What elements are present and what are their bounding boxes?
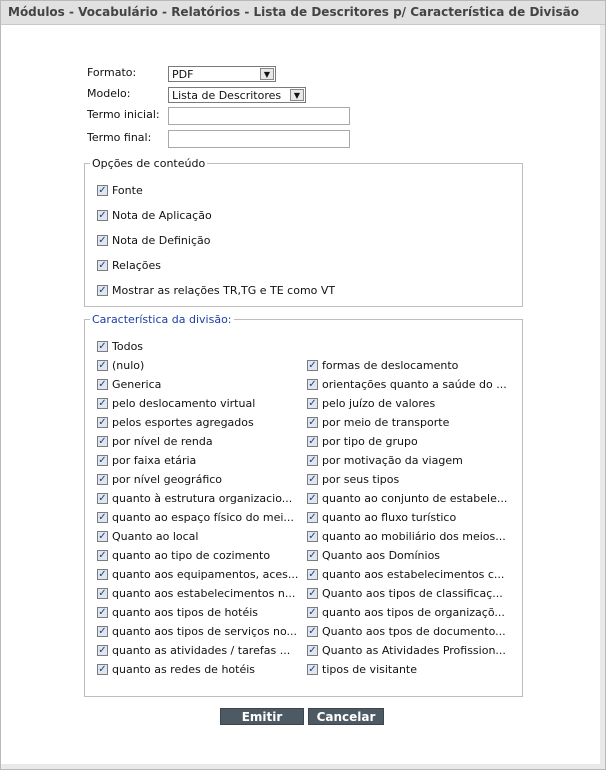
checkbox-label: (nulo) [112,359,145,372]
checkbox-label: formas de deslocamento [322,359,459,372]
caracteristica-legend: Característica da divisão: [92,313,232,326]
scroll-edge [600,25,605,769]
checkmark-icon[interactable]: ✓ [98,210,107,221]
bottom-edge [1,764,605,769]
checkmark-icon[interactable]: ✓ [98,341,107,352]
modelo-select[interactable] [168,87,306,103]
checkmark-icon[interactable]: ✓ [98,235,107,246]
caracteristica-checkbox[interactable] [307,606,515,619]
checkbox-label: por nível de renda [112,435,213,448]
checkmark-icon[interactable]: ✓ [98,588,107,599]
caracteristica-checkbox[interactable] [97,378,305,391]
checkmark-icon[interactable]: ✓ [98,493,107,504]
caracteristica-checkbox[interactable] [307,530,515,543]
caracteristica-checkbox[interactable] [307,549,515,562]
caracteristica-checkbox[interactable] [97,397,305,410]
checkmark-icon[interactable]: ✓ [308,664,317,675]
caracteristica-checkbox[interactable] [97,359,305,372]
caracteristica-checkbox[interactable] [97,587,305,600]
checkmark-icon[interactable]: ✓ [98,512,107,523]
opcoes-checkbox[interactable] [97,259,161,272]
caracteristica-checkbox[interactable] [307,473,515,486]
checkbox-label: por tipo de grupo [322,435,418,448]
checkmark-icon[interactable]: ✓ [308,455,317,466]
caracteristica-checkbox[interactable] [97,625,305,638]
caracteristica-checkbox[interactable] [307,378,515,391]
checkmark-icon[interactable]: ✓ [308,588,317,599]
caracteristica-checkbox[interactable] [97,606,305,619]
checkbox-label: pelo juízo de valores [322,397,436,410]
checkmark-icon[interactable]: ✓ [98,185,107,196]
checkbox-label: quanto aos estabelecimentos n... [112,587,296,600]
checkbox-label: quanto aos tipos de hotéis [112,606,259,619]
checkbox-label: por faixa etária [112,454,197,467]
checkbox-label: quanto as atividades / tarefas ... [112,644,291,657]
checkmark-icon[interactable]: ✓ [308,436,317,447]
caracteristica-checkbox[interactable] [97,416,305,429]
caracteristica-checkbox[interactable] [97,530,305,543]
checkmark-icon[interactable]: ✓ [308,626,317,637]
checkmark-icon[interactable]: ✓ [98,474,107,485]
checkmark-icon[interactable]: ✓ [308,512,317,523]
caracteristica-checkbox[interactable] [97,492,305,505]
checkbox-label: quanto as redes de hotéis [112,663,256,676]
checkbox-label: por motivação da viagem [322,454,463,467]
caracteristica-checkbox[interactable] [307,359,515,372]
caracteristica-checkbox[interactable] [307,587,515,600]
caracteristica-checkbox[interactable] [97,511,305,524]
checkmark-icon[interactable]: ✓ [98,285,107,296]
caracteristica-checkbox[interactable] [307,568,515,581]
checkmark-icon[interactable]: ✓ [98,398,107,409]
checkbox-label: Relações [112,259,161,272]
checkmark-icon[interactable]: ✓ [98,664,107,675]
checkbox-label: tipos de visitante [322,663,418,676]
caracteristica-checkbox[interactable] [97,663,305,676]
checkmark-icon[interactable]: ✓ [308,607,317,618]
checkbox-label: quanto ao tipo de cozimento [112,549,271,562]
checkbox-label: Quanto aos Domínios [322,549,441,562]
checkmark-icon[interactable]: ✓ [308,474,317,485]
checkbox-label: Fonte [112,184,143,197]
termo-inicial-label: Termo inicial: [87,108,160,121]
checkbox-label: Mostrar as relações TR,TG e TE como VT [112,284,336,297]
checkmark-icon[interactable]: ✓ [308,493,317,504]
caracteristica-checkbox[interactable] [307,397,515,410]
caracteristica-checkbox[interactable] [307,416,515,429]
formato-value: PDF [172,68,194,81]
checkmark-icon[interactable]: ✓ [308,417,317,428]
checkbox-label: Generica [112,378,162,391]
checkmark-icon[interactable]: ✓ [98,455,107,466]
checkbox-label: pelos esportes agregados [112,416,254,429]
caracteristica-checkbox[interactable] [307,454,515,467]
checkmark-icon[interactable]: ✓ [98,626,107,637]
checkmark-icon[interactable]: ✓ [98,379,107,390]
checkbox-label: Quanto aos tipos de classificaç... [322,587,503,600]
checkbox-label: Quanto ao local [112,530,199,543]
opcoes-checkbox[interactable] [97,184,143,197]
formato-label: Formato: [87,66,137,79]
caracteristica-checkbox[interactable] [97,568,305,581]
caracteristica-checkbox[interactable] [307,625,515,638]
checkbox-label: quanto ao fluxo turístico [322,511,457,524]
checkmark-icon[interactable]: ✓ [308,531,317,542]
checkbox-label: Nota de Aplicação [112,209,212,222]
checkbox-label: quanto à estrutura organizacio... [112,492,293,505]
checkbox-label: quanto aos estabelecimentos c... [322,568,505,581]
caracteristica-checkbox[interactable] [307,435,515,448]
checkmark-icon[interactable]: ✓ [308,550,317,561]
checkmark-icon[interactable]: ✓ [98,417,107,428]
checkbox-label: quanto aos tipos de organizaçõ... [322,606,505,619]
caracteristica-checkbox[interactable] [97,549,305,562]
caracteristica-checkbox[interactable] [97,644,305,657]
checkmark-icon[interactable]: ✓ [98,360,107,371]
caracteristica-checkbox[interactable] [307,663,515,676]
opcoes-checkbox[interactable] [97,234,210,247]
checkbox-label: por meio de transporte [322,416,450,429]
checkbox-label: Quanto aos tpos de documento... [322,625,506,638]
checkmark-icon[interactable]: ✓ [98,569,107,580]
emitir-button[interactable]: Emitir [220,708,304,725]
checkmark-icon[interactable]: ✓ [98,436,107,447]
caracteristica-checkbox[interactable] [307,492,515,505]
checkmark-icon[interactable]: ✓ [308,398,317,409]
checkmark-icon[interactable]: ✓ [98,607,107,618]
checkmark-icon[interactable]: ✓ [98,260,107,271]
checkbox-label: por nível geográfico [112,473,223,486]
chevron-down-icon[interactable]: ▼ [290,89,304,101]
checkmark-icon[interactable]: ✓ [98,531,107,542]
caracteristica-checkbox[interactable] [307,644,515,657]
checkbox-label: por seus tipos [322,473,400,486]
opcoes-checkbox[interactable] [97,284,335,297]
checkmark-icon[interactable]: ✓ [98,645,107,656]
checkbox-label: orientações quanto a saúde do ... [322,378,507,391]
termo-inicial-input[interactable] [168,107,350,125]
checkbox-label: quanto ao mobiliário dos meios... [322,530,506,543]
checkbox-label: pelo deslocamento virtual [112,397,256,410]
checkbox-label: quanto aos tipos de serviços no... [112,625,298,638]
checkmark-icon[interactable]: ✓ [98,550,107,561]
opcoes-checkbox[interactable] [97,209,212,222]
page-title: Módulos - Vocabulário - Relatórios - Lista de Descritores p/ Característica de Divisão [1,1,605,25]
checkbox-label: Nota de Definição [112,234,211,247]
checkmark-icon[interactable]: ✓ [308,360,317,371]
checkbox-label: Todos [112,340,144,353]
caracteristica-checkbox[interactable] [97,473,305,486]
checkmark-icon[interactable]: ✓ [308,379,317,390]
checkbox-label: quanto ao conjunto de estabele... [322,492,508,505]
termo-final-input[interactable] [168,130,350,148]
caracteristica-checkbox[interactable] [307,511,515,524]
todos-checkbox[interactable] [97,340,143,353]
checkmark-icon[interactable]: ✓ [308,569,317,580]
caracteristica-checkbox[interactable] [97,435,305,448]
checkmark-icon[interactable]: ✓ [308,645,317,656]
opcoes-legend: Opções de conteúdo [92,157,206,170]
termo-final-label: Termo final: [87,131,152,144]
formato-select[interactable] [168,66,276,82]
caracteristica-checkbox[interactable] [97,454,305,467]
checkbox-label: quanto ao espaço físico do mei... [112,511,294,524]
modelo-label: Modelo: [87,87,131,100]
chevron-down-icon[interactable]: ▼ [260,68,274,80]
cancelar-button[interactable]: Cancelar [308,708,384,725]
checkbox-label: Quanto as Atividades Profission... [322,644,506,657]
checkbox-label: quanto aos equipamentos, aces... [112,568,299,581]
modelo-value: Lista de Descritores [172,89,282,102]
